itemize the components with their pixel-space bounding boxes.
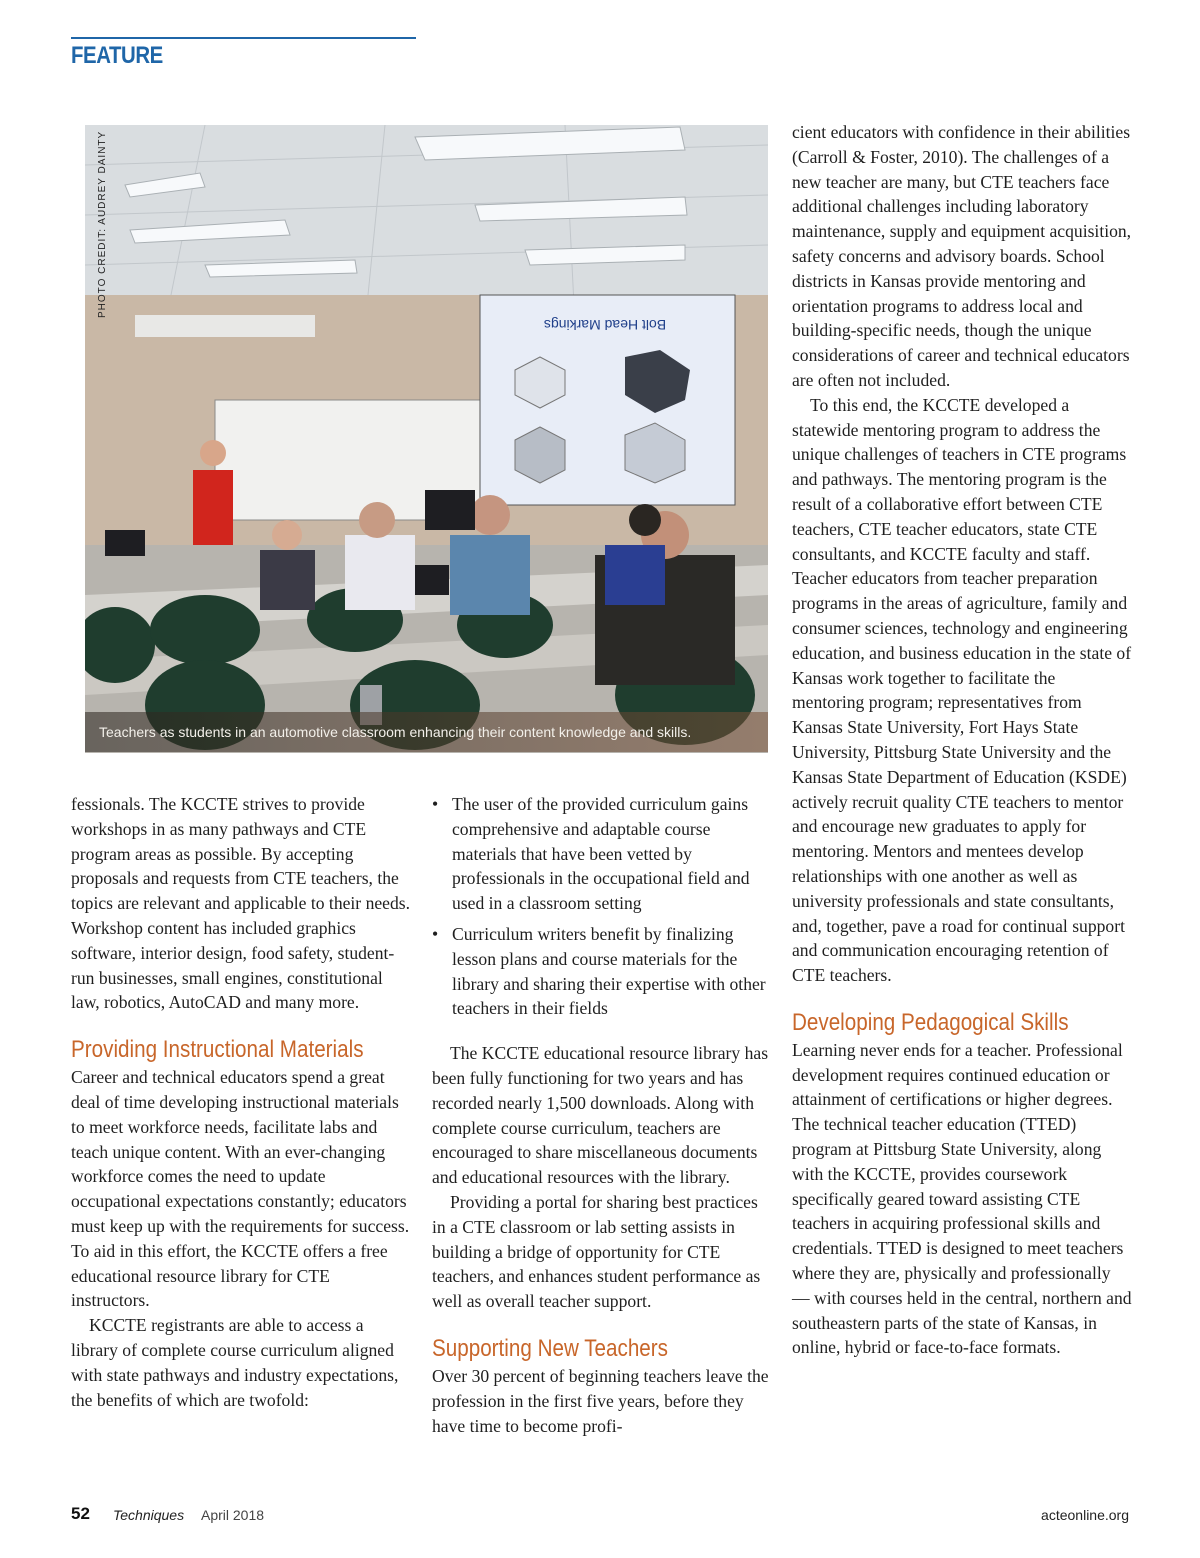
paragraph: Learning never ends for a teacher. Professional development requires continued education or attainment of certifications or higher degrees. The technical teacher education (TTED) program at Pittsburg State University, along with the KCCTE, provides coursework specifically geared toward assisting CTE teachers in acquiring professional skills and credentials. TTED is designed to meet teachers where they are, physically and professionally — with courses held in the central, northern and southeastern parts of the state of Kansas, in online, hybrid or face-to-face formats. — [792, 1039, 1132, 1358]
issue-date: April 2018 — [201, 1507, 265, 1523]
column-2 — [432, 792, 772, 1438]
page-number: 52 — [71, 1504, 90, 1523]
website-url: acteonline.org — [1041, 1507, 1129, 1523]
paragraph: fessionals. The KCCTE strives to provide workshops in as many pathways and CTE program areas as possible. By accepting proposals and requests from CTE teachers, the topics are relevant and applicable to their needs. Workshop content has included graphics software, interior design, food safety, student-run businesses, small engines, constitutional law, robotics, AutoCAD and many more. — [71, 794, 411, 1013]
list-item: • Curriculum writers benefit by finalizing lesson plans and course materials for the library and sharing their expertise with other teachers in their fields — [432, 922, 772, 1021]
heading-supporting-new-teachers: Supporting New Teachers — [432, 1334, 668, 1362]
heading-providing-instructional-materials: Providing Instructional Materials — [71, 1036, 364, 1064]
column-1 — [71, 792, 411, 1412]
paragraph: Career and technical educators spend a great deal of time developing instructional materials to meet workforce needs, facilitate labs and teach unique content. With an ever-changing workforce comes the need to update occupational expectations constantly; educators must keep up with the requirements for success. To aid in this effort, the KCCTE offers a free educational resource library for CTE instructors. — [71, 1067, 410, 1311]
classroom-photo — [85, 125, 768, 753]
section-label: FEATURE — [71, 42, 163, 69]
paragraph: cient educators with confidence in their abilities (Carroll & Foster, 2010). The challenges of a new teacher are many, but CTE teachers face additional challenges including laboratory maintenance, supply and equipment acquisition, safety concerns and advisory boards. School districts in Kansas provide mentoring and orientation programs to address local and building-specific needs, though the unique considerations of career and technical educators are often not included. — [792, 122, 1132, 390]
paragraph: To this end, the KCCTE developed a statewide mentoring program to address the unique challenges of teachers in CTE programs and pathways. The mentoring program is the result of a collaborative effort between CTE teachers, CTE teacher educators, state CTE consultants, and KCCTE faculty and staff. Teacher educators from teacher preparation programs in the areas of agriculture, family and consumer sciences, technology and engineering education, and business education in the state of Kansas work together to facilitate the mentoring program; representatives from Kansas State University, Fort Hays State University, Pittsburg State University and the Kansas State Department of Education (KSDE) actively recruit quality CTE teachers to mentor and encourage new graduates to apply for mentoring. Mentors and mentees develop relationships with one another as well as university professionals and state consultants, and, together, pave a road for continual support and communication encouraging retention of CTE teachers. — [792, 394, 1132, 986]
paragraph: Providing a portal for sharing best practices in a CTE classroom or lab setting assists in building a bridge of opportunity for CTE teachers, and enhances student performance as well as overall teacher support. — [432, 1191, 761, 1312]
paragraph: KCCTE registrants are able to access a library of complete course curriculum aligned with state pathways and industry expectations, the benefits of which are twofold: — [71, 1315, 399, 1410]
heading-developing-pedagogical-skills: Developing Pedagogical Skills — [792, 1008, 1069, 1036]
paragraph: Over 30 percent of beginning teachers leave the profession in the first five years, before they have time to become profi- — [432, 1365, 769, 1436]
paragraph: The KCCTE educational resource library has been fully functioning for two years and has recorded nearly 1,500 downloads. Along with complete course curriculum, teachers are encouraged to share miscellaneous documents and educational resources with the library. — [432, 1043, 769, 1188]
photo-caption: Teachers as students in an automotive classroom enhancing their content knowledge and skills. — [85, 712, 768, 752]
photo-credit: PHOTO CREDIT: AUDREY DAINTY — [97, 130, 108, 318]
column-3 — [792, 120, 1132, 1360]
magazine-name: Techniques — [113, 1507, 185, 1523]
benefits-list — [432, 792, 772, 1021]
header-rule — [71, 37, 416, 39]
slide-title: Bolt Head Markings — [543, 317, 667, 333]
list-item: • The user of the provided curriculum gains comprehensive and adaptable course materials that have been vetted by professionals in the occupational field and used in a classroom setting — [432, 792, 772, 916]
